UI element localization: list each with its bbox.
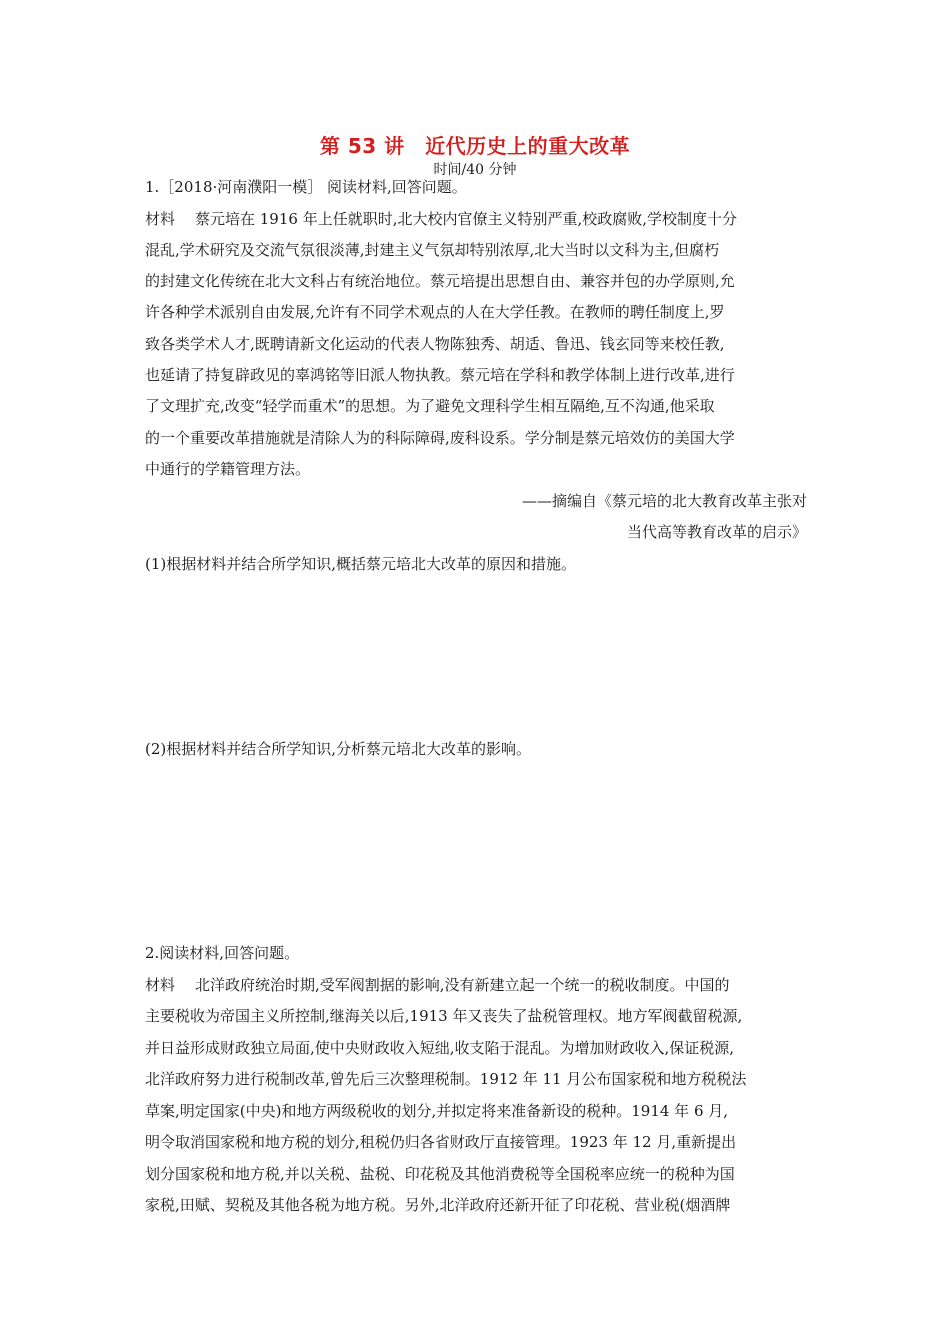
question-1-material-line: 的封建文化传统在北大文科占有统治地位。蔡元培提出思想自由、兼容并包的办学原则,允	[145, 272, 735, 290]
question-2-material-line: 明令取消国家税和地方税的划分,租税仍归各省财政厅直接管理。1923 年 12 月,重新提出	[145, 1133, 737, 1151]
source-citation-line-1: ——摘编自《蔡元培的北大教育改革主张对	[521, 492, 807, 510]
question-2-material-line: 主要税收为帝国主义所控制,继海关以后,1913 年又丧失了盐税管理权。地方军阀截留税源,	[145, 1007, 743, 1025]
material-label: 材料	[145, 210, 176, 228]
question-1-material-line: 中通行的学籍管理方法。	[145, 460, 311, 478]
question-1-material-line: 材料 蔡元培在 1916 年上任就职时,北大校内官僚主义特别严重,校政腐败,学校制度十分	[145, 210, 738, 228]
question-1-material-line: 致各类学术人才,既聘请新文化运动的代表人物陈独秀、胡适、鲁迅、钱玄同等来校任教,	[145, 335, 725, 353]
time-limit: 时间/40 分钟	[433, 162, 517, 178]
question-1-material-line: 也延请了持复辟政见的辜鸿铭等旧派人物执教。蔡元培在学科和教学体制上进行改革,进行	[145, 366, 735, 384]
question-1-part-2: (2)根据材料并结合所学知识,分析蔡元培北大改革的影响。	[145, 740, 532, 758]
question-1-part-1: (1)根据材料并结合所学知识,概括蔡元培北大改革的原因和措施。	[145, 555, 577, 573]
question-2-material-line: 北洋政府努力进行税制改革,曾先后三次整理税制。1912 年 11 月公布国家税和地方税税法	[145, 1070, 747, 1088]
question-1-heading: 1.［2018·河南濮阳一模］ 阅读材料,回答问题。	[145, 178, 467, 196]
question-2-material-line: 家税,田赋、契税及其他各税为地方税。另外,北洋政府还新开征了印花税、营业税(烟酒牌	[145, 1196, 731, 1214]
question-1-material-line: 的一个重要改革措施就是清除人为的科际障碍,废科设系。学分制是蔡元培效仿的美国大学	[145, 429, 735, 447]
question-2-material-line: 划分国家税和地方税,并以关税、盐税、印花税及其他消费税等全国税率应统一的税种为国	[145, 1165, 735, 1183]
material-label: 材料	[145, 976, 176, 994]
question-1-material-line: 了文理扩充,改变“轻学而重术”的思想。为了避免文理科学生相互隔绝,互不沟通,他采取	[145, 397, 715, 415]
question-2-material-line: 材料 北洋政府统治时期,受军阀割据的影响,没有新建立起一个统一的税收制度。中国的	[145, 976, 730, 994]
question-1-material-line: 混乱,学术研究及交流气氛很淡薄,封建主义气氛却特别浓厚,北大当时以文科为主,但腐朽	[145, 241, 720, 259]
page-title: 第 53 讲 近代历史上的重大改革	[319, 134, 631, 158]
question-2-heading: 2.阅读材料,回答问题。	[145, 944, 300, 962]
question-2-material-line: 并日益形成财政独立局面,使中央财政收入短绌,收支陷于混乱。为增加财政收入,保证税源,	[145, 1039, 735, 1057]
question-1-material-line: 许各种学术派别自由发展,允许有不同学术观点的人在大学任教。在教师的聘任制度上,罗	[145, 303, 725, 321]
question-2-material-line: 草案,明定国家(中央)和地方两级税收的划分,并拟定将来准备新设的税种。1914 年 6 月,	[145, 1102, 729, 1120]
source-citation-line-2: 当代高等教育改革的启示》	[626, 523, 807, 541]
